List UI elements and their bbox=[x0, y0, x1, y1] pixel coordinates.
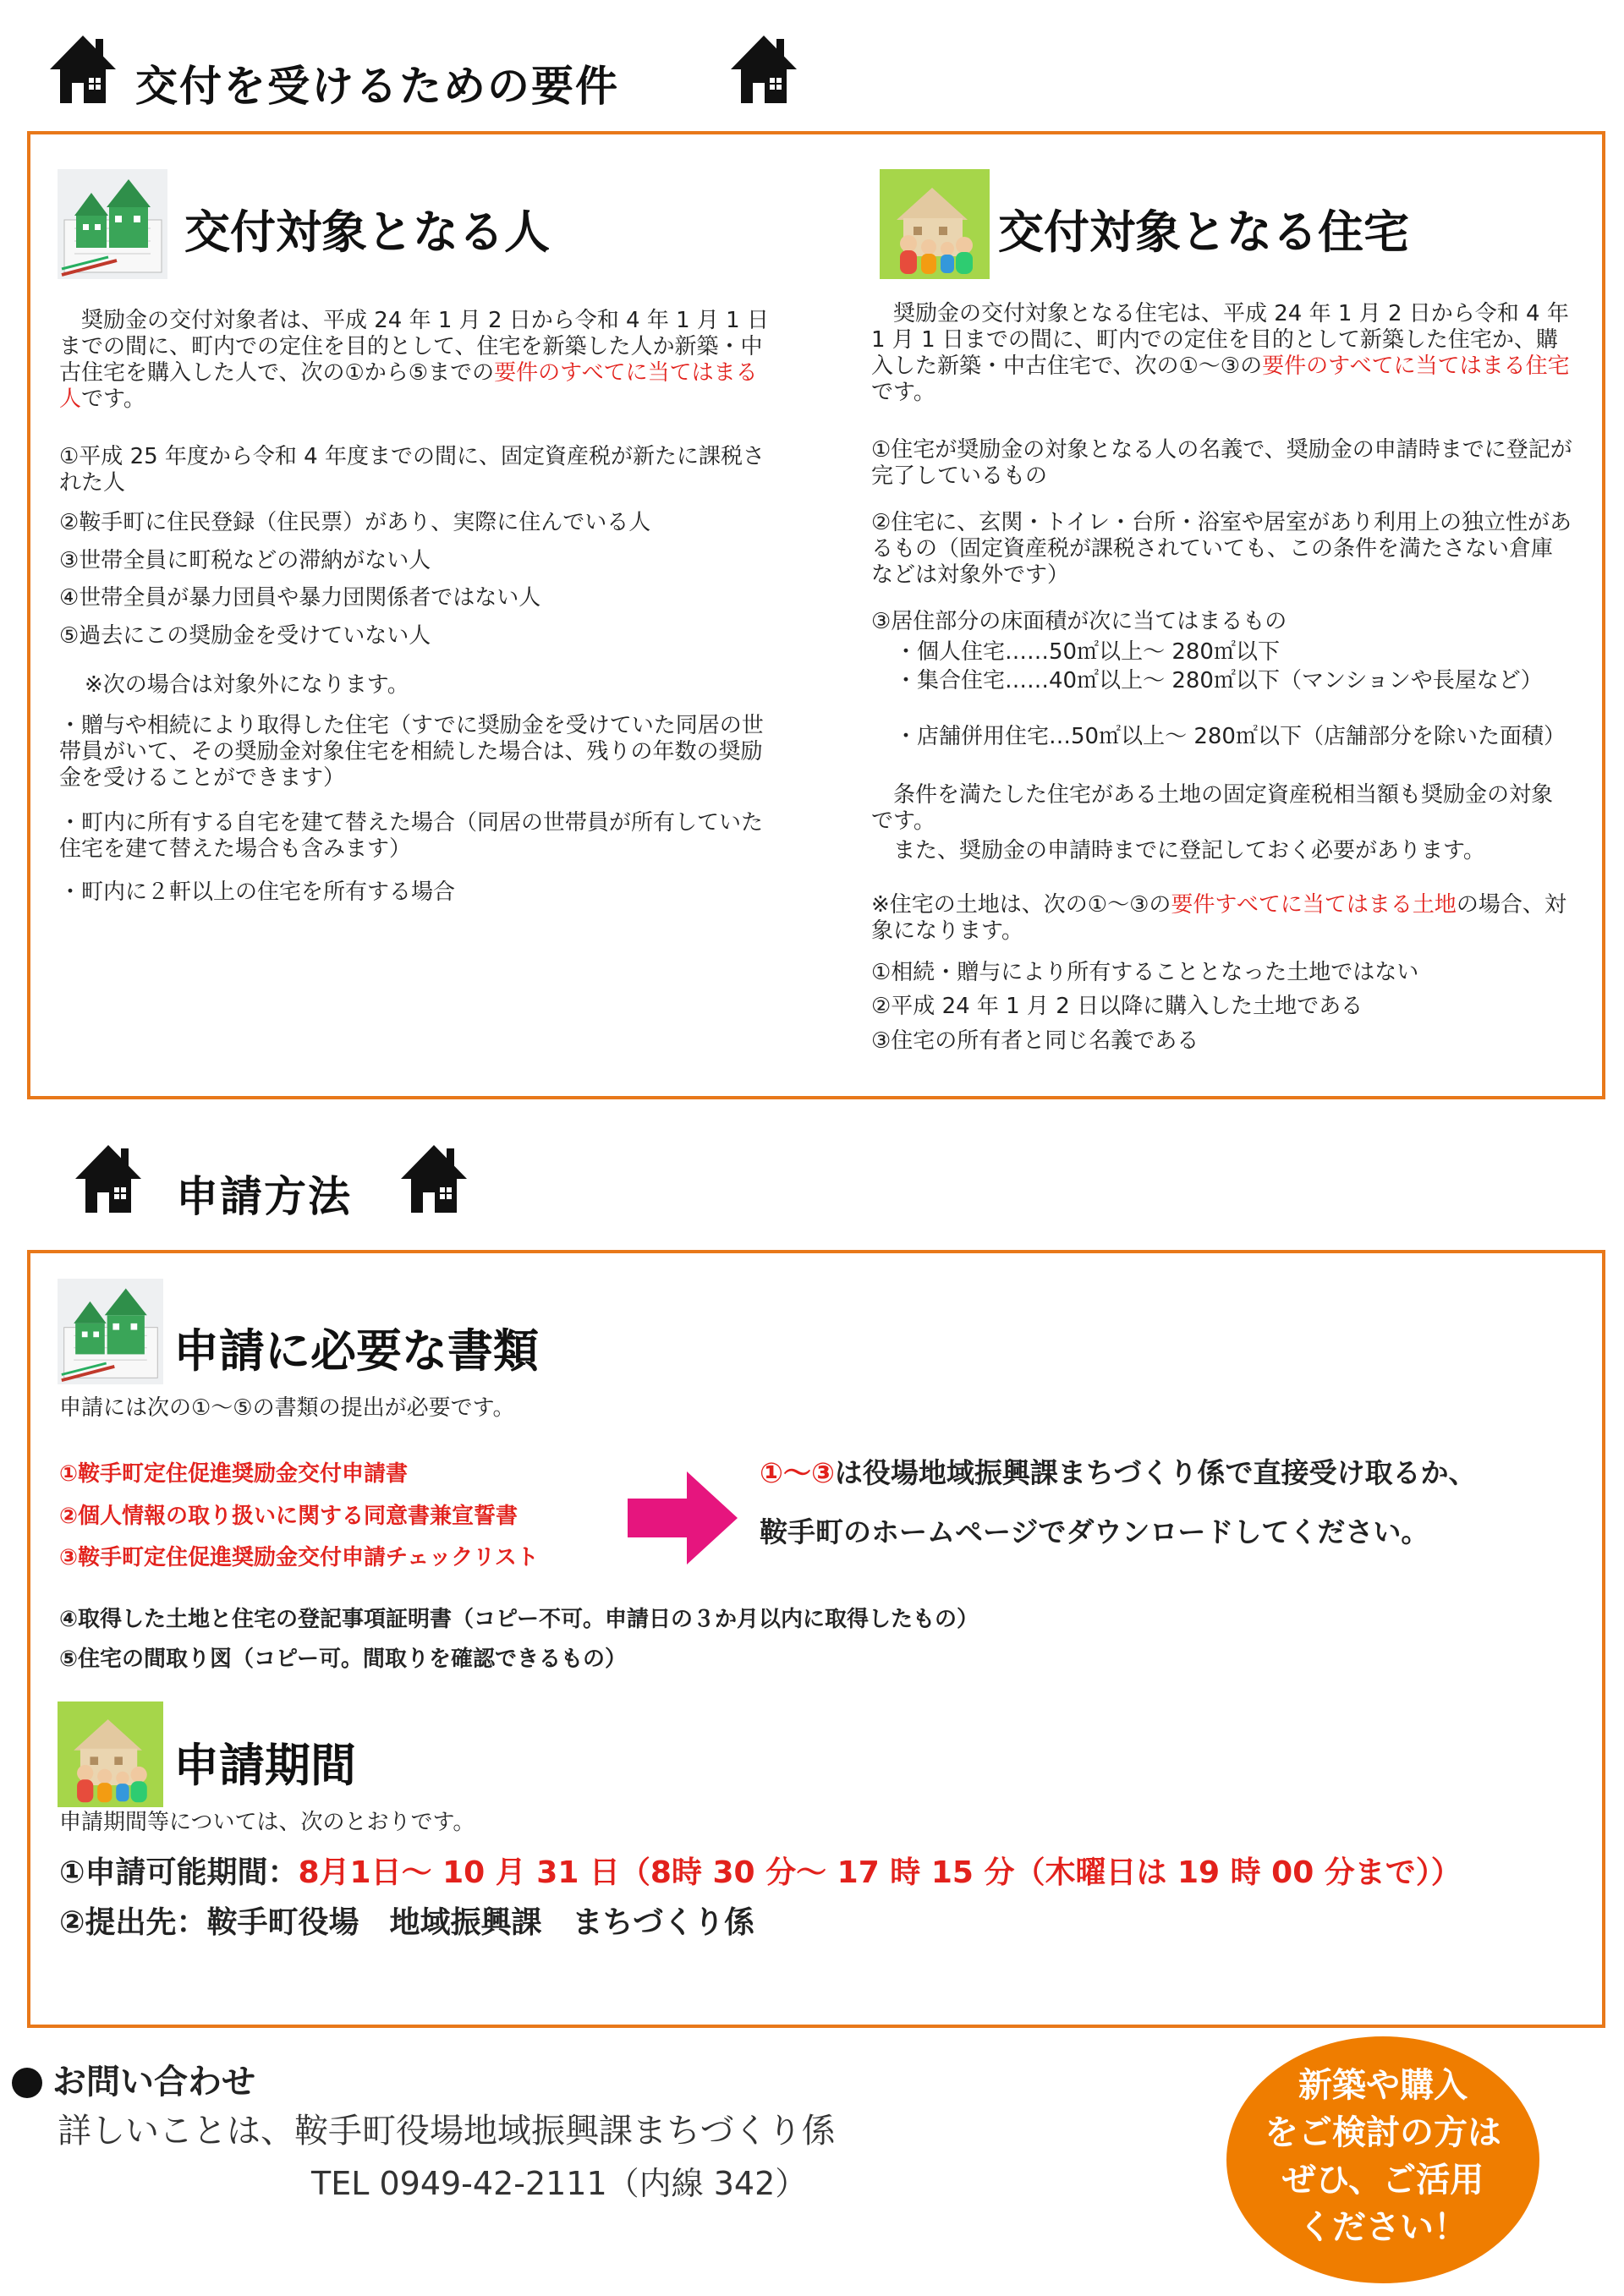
house-intro: 奨励金の交付対象となる住宅は、平成 24 年 1 月 2 日から令和 4 年 1 月 1 日までの間に、町内での定住を目的として新築した住宅か、購入した新築・中古住宅で、次の①～③の要件のすべてに当てはまる住宅です。 bbox=[871, 301, 1570, 405]
badge-line-3: ぜひ、ご活用 bbox=[1281, 2161, 1484, 2200]
person-item-2: ②鞍手町に住民登録（住民票）があり、実際に住んでいる人 bbox=[59, 510, 651, 535]
house-model-image bbox=[58, 1279, 163, 1384]
house-item-3: ③居住部分の床面積が次に当てはまるもの bbox=[871, 609, 1287, 634]
arrow-right-icon bbox=[628, 1471, 738, 1564]
house-icon bbox=[47, 32, 119, 105]
land-note: ※住宅の土地は、次の①～③の要件すべてに当てはまる土地の場合、対象になります。 bbox=[871, 892, 1566, 944]
area-multi: ・集合住宅……40㎡以上～ 280㎡以下（マンションや長屋など） bbox=[895, 668, 1543, 693]
house-icon bbox=[72, 1142, 145, 1214]
house-extra-1: 条件を満たした住宅がある土地の固定資産税相当額も奨励金の対象です。 bbox=[871, 782, 1554, 834]
doc-item-2: ②個人情報の取り扱いに関する同意書兼宣誓書 bbox=[59, 1504, 518, 1529]
badge-line-4: ください！ bbox=[1298, 2208, 1468, 2247]
house-item-2: ②住宅に、玄関・トイレ・台所・浴室や居室があり利用上の独立性があるもの（固定資産税が課税されていても、この条件を満たさない倉庫などは対象外です） bbox=[871, 510, 1572, 588]
house-item-1: ①住宅が奨励金の対象となる人の名義で、奨励金の申請時までに登記が完了しているもの bbox=[871, 437, 1572, 489]
subsection-title-docs: 申請に必要な書類 bbox=[173, 1324, 539, 1378]
section-title-application: 申請方法 bbox=[176, 1172, 352, 1221]
area-shop: ・店舗併用住宅…50㎡以上～ 280㎡以下（店舗部分を除いた面積） bbox=[895, 724, 1566, 749]
bullet-dot bbox=[12, 2068, 42, 2098]
badge-line-2: をご検討の方は bbox=[1265, 2113, 1501, 2152]
docs-intro: 申請には次の①～⑤の書類の提出が必要です。 bbox=[59, 1395, 515, 1421]
campaign-badge bbox=[1226, 2036, 1539, 2283]
person-intro: 奨励金の交付対象者は、平成 24 年 1 月 2 日から令和 4 年 1 月 1 日までの間に、町内での定住を目的として、住宅を新築した人か新築・中古住宅を購入した人で、次の①から⑤までの要件のすべてに当てはまる人です。 bbox=[59, 308, 769, 412]
doc-item-5: ⑤住宅の間取り図（コピー可。間取りを確認できるもの） bbox=[59, 1647, 627, 1672]
docs-pickup-line-1: ①～③は役場地域振興課まちづくり係で直接受け取るか、 bbox=[760, 1456, 1477, 1489]
contact-line-1: 詳しいことは、鞍手町役場地域振興課まちづくり係 bbox=[58, 2112, 836, 2151]
exclusion-item-1: ・贈与や相続により取得した住宅（すでに奨励金を受けていた同居の世帯員がいて、その奨励金対象住宅を相続した場合は、残りの年数の奨励金を受けることができます） bbox=[59, 713, 764, 791]
section-title-requirements: 交付を受けるための要件 bbox=[135, 62, 619, 111]
family-figures-image bbox=[880, 169, 990, 279]
area-single: ・個人住宅……50㎡以上～ 280㎡以下 bbox=[895, 639, 1280, 665]
land-item-3: ③住宅の所有者と同じ名義である bbox=[871, 1028, 1199, 1054]
doc-item-3: ③鞍手町定住促進奨励金交付申請チェックリスト bbox=[59, 1545, 539, 1570]
doc-item-1: ①鞍手町定住促進奨励金交付申請書 bbox=[59, 1461, 409, 1487]
land-item-2: ②平成 24 年 1 月 2 日以降に購入した土地である bbox=[871, 994, 1363, 1019]
subsection-title-period: 申請期間 bbox=[173, 1739, 356, 1792]
contact-tel: TEL 0949-42-2111（内線 342） bbox=[311, 2165, 808, 2202]
person-item-3: ③世帯全員に町税などの滞納がない人 bbox=[59, 548, 431, 573]
house-icon bbox=[727, 32, 800, 105]
exclusion-note: ※次の場合は対象外になります。 bbox=[85, 672, 409, 698]
period-line-1: ①申請可能期間：8月1日～ 10 月 31 日（8時 30 分～ 17 時 15 分（木曜日は 19 時 00 分まで）） bbox=[59, 1855, 1462, 1890]
person-item-1: ①平成 25 年度から令和 4 年度までの間に、固定資産税が新たに課税された人 bbox=[59, 444, 765, 496]
subsection-title-person: 交付対象となる人 bbox=[184, 205, 550, 259]
badge-line-1: 新築や購入 bbox=[1298, 2066, 1468, 2105]
land-item-1: ①相続・贈与により所有することとなった土地ではない bbox=[871, 960, 1419, 985]
exclusion-item-3: ・町内に２軒以上の住宅を所有する場合 bbox=[59, 879, 456, 905]
person-item-5: ⑤過去にこの奨励金を受けていない人 bbox=[59, 623, 431, 649]
doc-item-4: ④取得した土地と住宅の登記事項証明書（コピー不可。申請日の３か月以内に取得したもの） bbox=[59, 1607, 979, 1632]
period-intro: 申請期間等については、次のとおりです。 bbox=[59, 1810, 475, 1835]
period-line-2: ②提出先：鞍手町役場 地域振興課 まちづくり係 bbox=[59, 1905, 755, 1940]
docs-pickup-line-2: 鞍手町のホームページでダウンロードしてください。 bbox=[760, 1515, 1429, 1548]
family-figures-image bbox=[58, 1701, 163, 1807]
contact-heading: お問い合わせ bbox=[52, 2063, 255, 2101]
house-extra-2: また、奨励金の申請時までに登記しておく必要があります。 bbox=[871, 838, 1485, 863]
exclusion-item-2: ・町内に所有する自宅を建て替えた場合（同居の世帯員が所有していた住宅を建て替えた場合も含みます） bbox=[59, 810, 764, 862]
subsection-title-house: 交付対象となる住宅 bbox=[998, 205, 1409, 259]
house-icon bbox=[398, 1142, 470, 1214]
person-item-4: ④世帯全員が暴力団員や暴力団関係者ではない人 bbox=[59, 585, 541, 611]
house-model-image bbox=[58, 169, 167, 279]
